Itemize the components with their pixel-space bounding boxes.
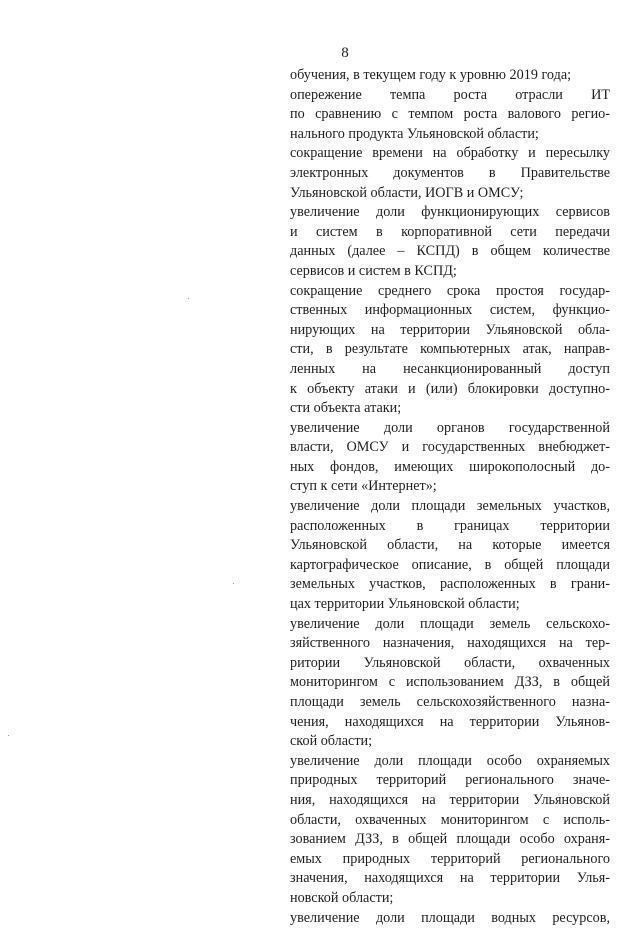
text-line: зованием ДЗЗ, в общей площади особо охраня- (290, 831, 610, 848)
text-line: мониторингом с использованием ДЗЗ, в общей (290, 674, 610, 691)
text-line: сти, в результате компьютерных атак, направ- (290, 341, 610, 358)
text-line: ской области; (290, 733, 373, 750)
text-line: сервисов и систем в КСПД; (290, 262, 457, 279)
text-line: сти объекта атаки; (290, 400, 402, 417)
text-line: нирующих на территории Ульяновской обла- (290, 321, 610, 338)
text-line: сокращение среднего срока простоя государ- (290, 282, 610, 299)
text-line: площади земель сельскохозяйственного назна- (290, 694, 610, 710)
text-line: опережение темпа роста отрасли ИТ (290, 86, 610, 103)
text-line: ственных информационных систем, функцио- (290, 302, 610, 319)
page-number: 8 (341, 45, 349, 61)
text-line: увеличение доли функционирующих сервисов (290, 204, 610, 221)
text-line: значения, находящихся на территории Улья- (290, 870, 610, 887)
scan-speck (233, 583, 234, 584)
document-body (290, 66, 610, 928)
text-line: данных (далее – КСПД) в общем количестве (290, 243, 610, 260)
text-line: ритории Ульяновской области, охваченных (290, 654, 610, 671)
text-line: электронных документов в Правительстве (290, 164, 610, 181)
text-line: ния, находящихся на территории Ульяновской (290, 791, 610, 808)
text-line: по сравнению с темпом роста валового регио- (290, 106, 610, 123)
text-line: Ульяновской области, на которые имеется (290, 537, 610, 554)
text-line: к объекту атаки и (или) блокировки доступно- (290, 380, 610, 397)
text-line: и систем в корпоративной сети передачи (290, 223, 610, 240)
text-line: природных территорий регионального значе- (290, 772, 610, 789)
text-line: увеличение доли органов государственной (290, 419, 610, 436)
text-line: ступ к сети «Интернет»; (290, 478, 437, 495)
text-line: сокращение времени на обработку и пересылку (290, 145, 610, 162)
text-line: земельных участков, расположенных в грани- (290, 576, 610, 593)
text-line: власти, ОМСУ и государственных внебюджет- (290, 439, 610, 456)
text-line: цах территории Ульяновской области; (290, 596, 520, 613)
scan-speck (8, 735, 9, 736)
text-line: расположенных в границах территории (290, 517, 610, 534)
text-line: емых природных территорий регионального (290, 850, 610, 867)
text-line: ленных на несанкционированный доступ (290, 360, 610, 377)
text-line: увеличение доли площади особо охраняемых (290, 752, 610, 769)
text-line: Ульяновской области, ИОГВ и ОМСУ; (290, 184, 524, 201)
scan-speck (188, 298, 189, 299)
text-line: ных фондов, имеющих широкополосный до- (290, 458, 610, 475)
text-line: обучения, в текущем году к уровню 2019 года; (290, 67, 572, 83)
text-line: увеличение доли площади земельных участков, (290, 498, 610, 515)
text-line: нального продукта Ульяновской области; (290, 125, 539, 142)
text-line: увеличение доли площади водных ресурсов, (290, 909, 610, 926)
text-line: зяйственного назначения, находящихся на тер- (290, 635, 610, 652)
text-line: новской области; (290, 889, 394, 906)
text-line: картографическое описание, в общей площади (290, 556, 610, 573)
text-line: чения, находящихся на территории Ульянов- (290, 713, 610, 730)
text-line: области, охваченных мониторингом с исполь- (290, 811, 610, 828)
text-line: увеличение доли площади земель сельскохо- (290, 615, 610, 632)
